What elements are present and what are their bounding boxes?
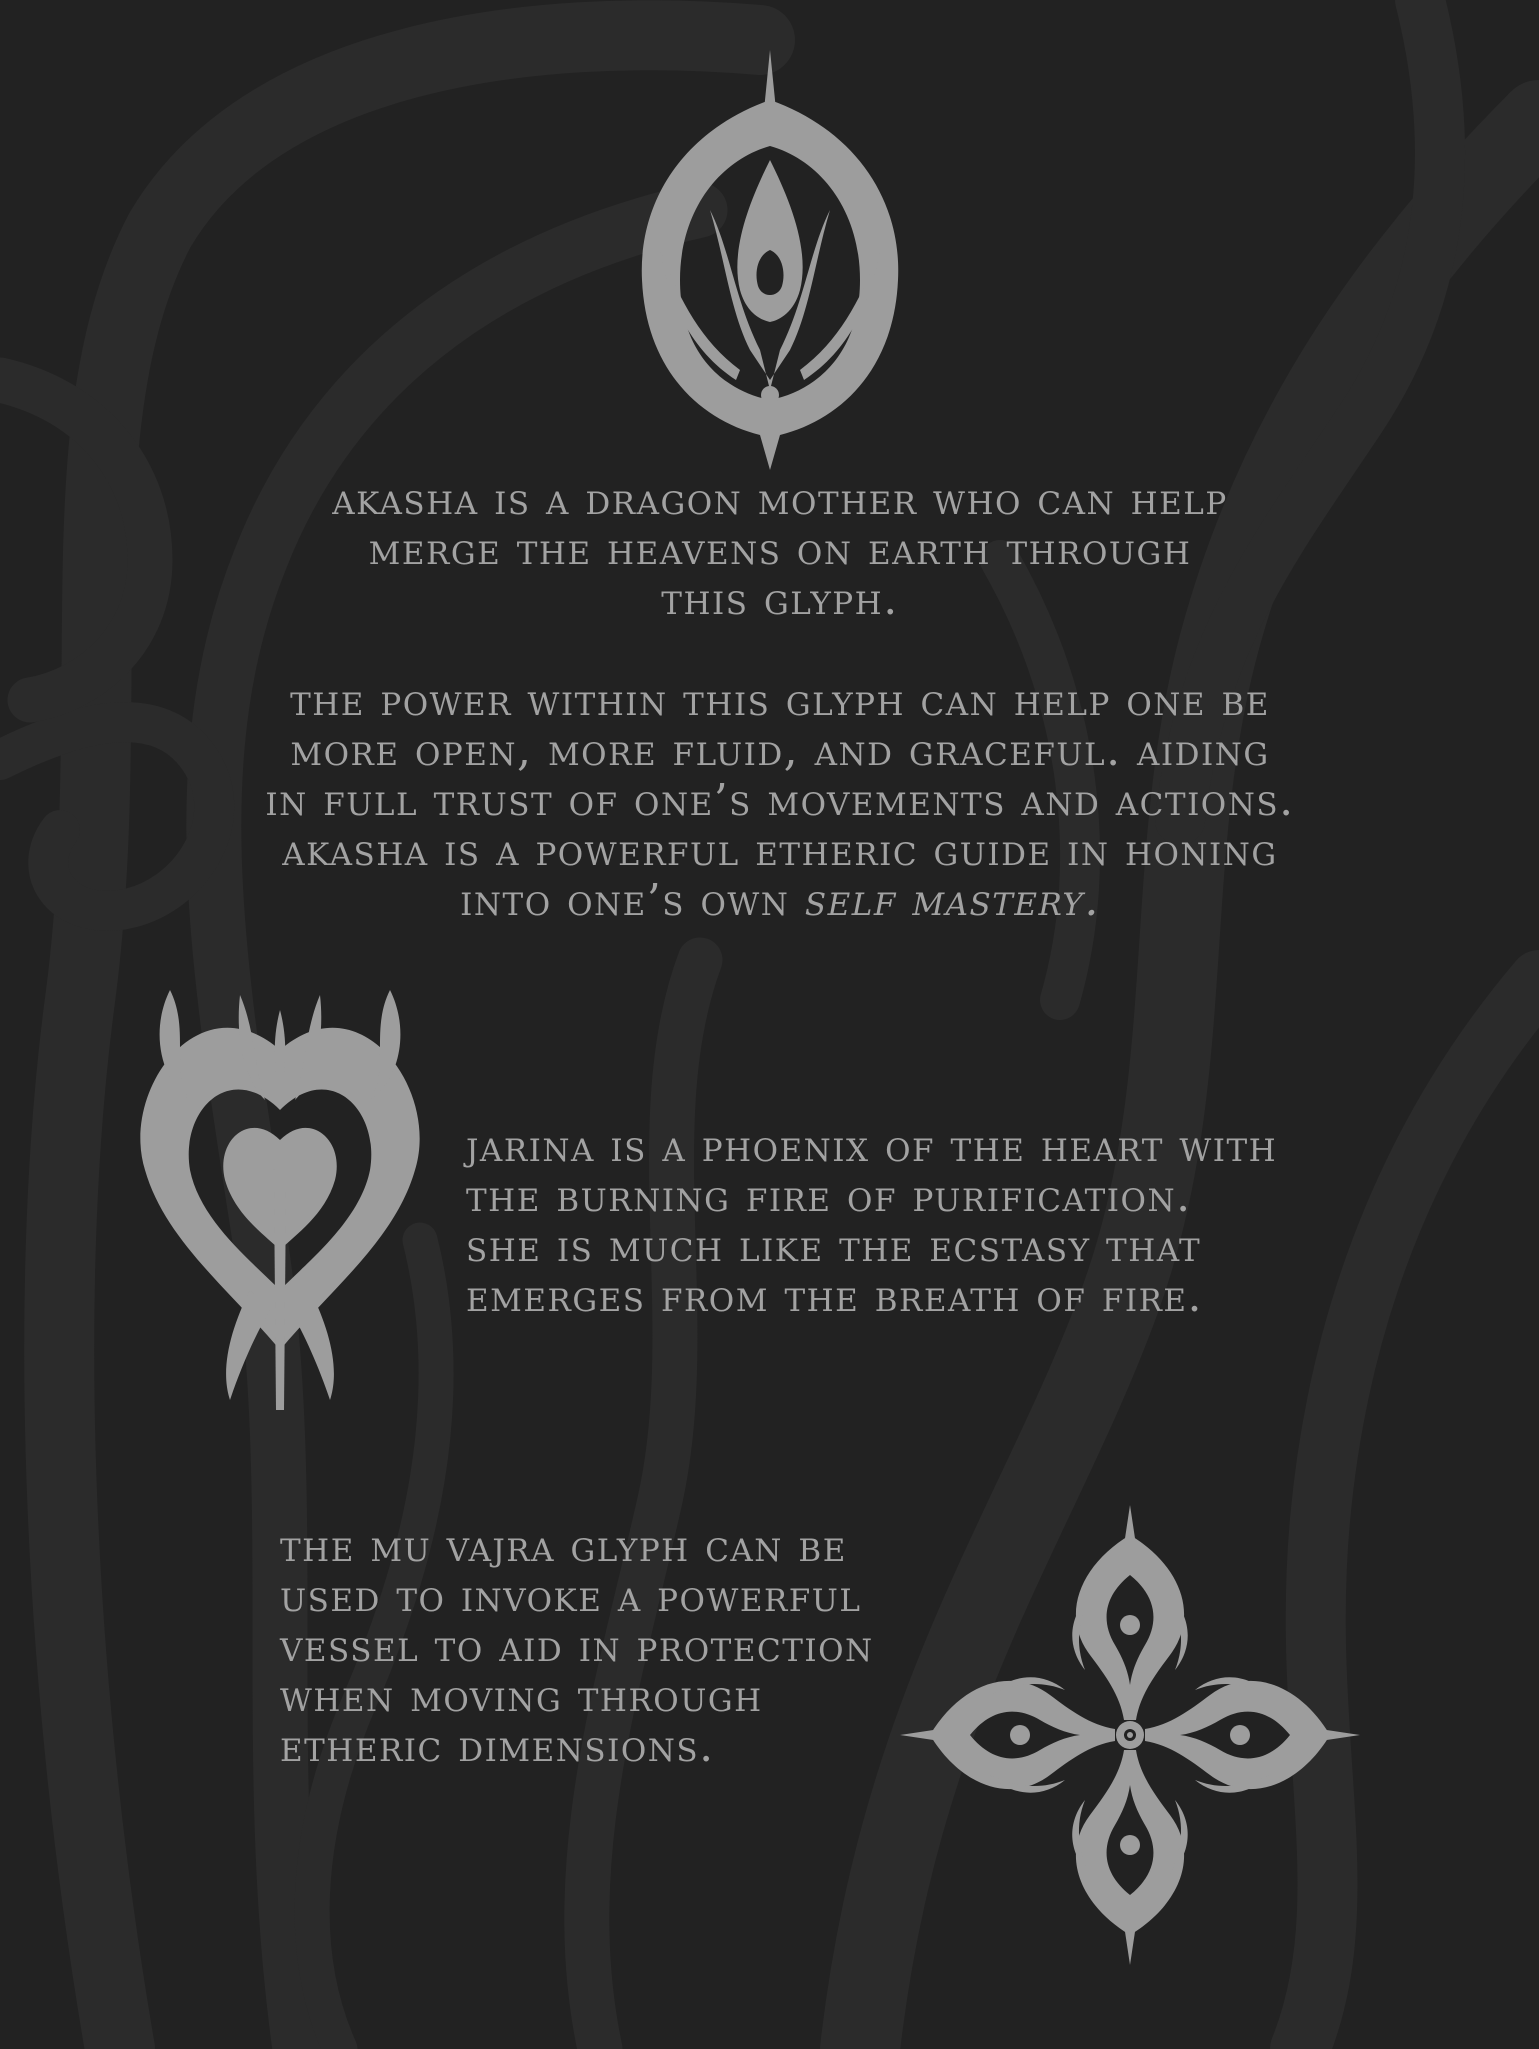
self-mastery-emphasis: self mastery. bbox=[804, 875, 1100, 926]
jarina-line-2: the burning fire of purification. bbox=[466, 1171, 1192, 1222]
akasha-desc-line-1: the power within this glyph can help one be bbox=[290, 675, 1270, 726]
akasha-desc-line-3: in full trust of one’s movements and actions. bbox=[265, 775, 1295, 826]
jarina-line-3: she is much like the ecstasy that bbox=[466, 1221, 1202, 1272]
akasha-line-2: merge the heavens on earth through bbox=[368, 524, 1192, 575]
akasha-desc-line-4: akasha is a powerful etheric guide in honing bbox=[282, 825, 1278, 876]
mu-vajra-line-2: used to invoke a powerful bbox=[280, 1571, 862, 1622]
akasha-dragon-glyph-icon bbox=[640, 50, 900, 470]
mu-vajra-line-3: vessel to aid in protection bbox=[280, 1621, 874, 1672]
jarina-line-1: jarina is a phoenix of the heart with bbox=[466, 1121, 1278, 1172]
akasha-last-line-prefix: into one’s own bbox=[460, 875, 805, 926]
jarina-line-4: emerges from the breath of fire. bbox=[466, 1271, 1204, 1322]
akasha-line-3: this glyph. bbox=[661, 574, 899, 625]
jarina-phoenix-heart-glyph-icon bbox=[130, 990, 430, 1410]
akasha-line-1: akasha is a dragon mother who can help bbox=[332, 474, 1228, 525]
mu-vajra-line-1: the mu vajra glyph can be bbox=[280, 1521, 847, 1572]
akasha-desc-line-5 bbox=[180, 876, 1380, 926]
akasha-description-text bbox=[180, 676, 1380, 926]
akasha-desc-line-2: more open, more fluid, and graceful. aiding bbox=[290, 725, 1270, 776]
jarina-description-text bbox=[466, 1122, 1466, 1322]
akasha-intro-text bbox=[180, 475, 1380, 625]
mu-vajra-line-5: etheric dimensions. bbox=[280, 1721, 715, 1772]
mu-vajra-glyph-icon bbox=[900, 1505, 1360, 1965]
mu-vajra-line-4: when moving through bbox=[280, 1671, 763, 1722]
